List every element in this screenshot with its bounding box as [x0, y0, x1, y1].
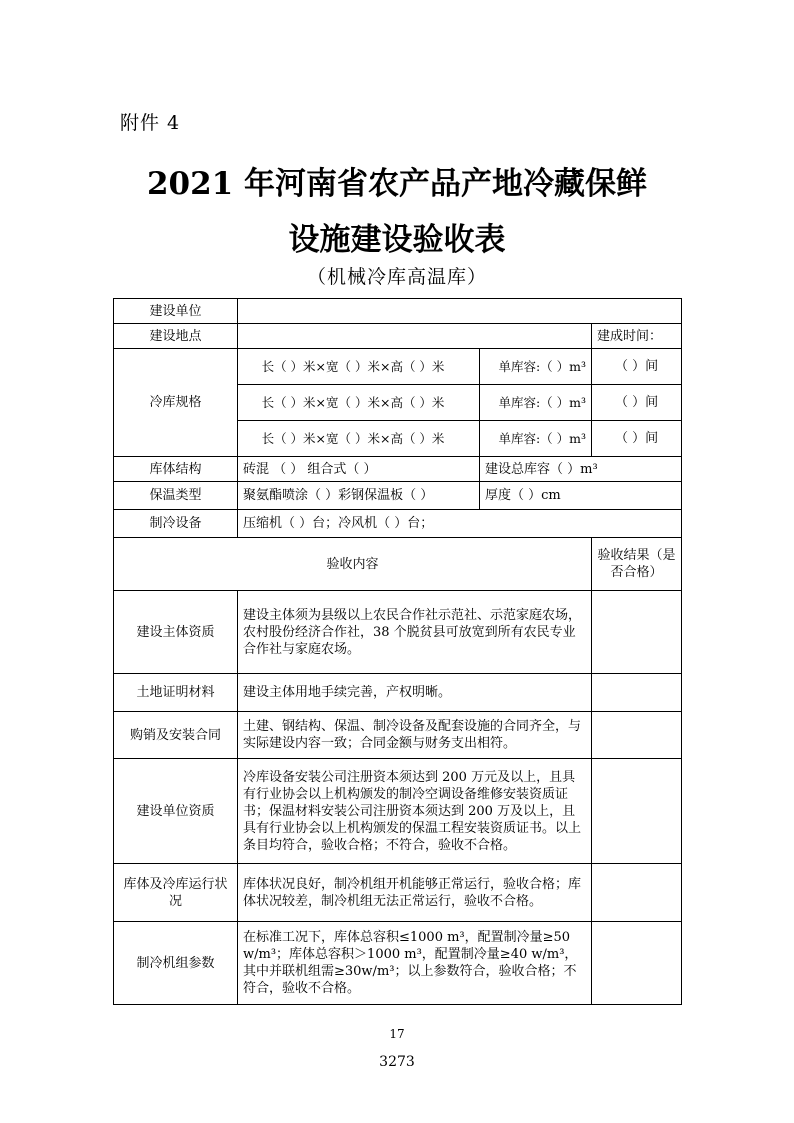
spec-dims-2[interactable]: 长（ ）米×宽（ ）米×高（ ）米: [238, 385, 480, 421]
criterion-text: 库体状况良好，制冷机组开机能够正常运行，验收合格；库体状况较差，制冷机组无法正常运行，验收不合格。: [238, 864, 592, 922]
row-spec-1: [114, 349, 682, 385]
spec-dims-3[interactable]: 长（ ）米×宽（ ）米×高（ ）米: [238, 421, 480, 457]
spec-capacity-2[interactable]: 单库容:（ ）m³: [480, 385, 592, 421]
criterion-text: 冷库设备安装公司注册资本须达到 200 万元及以上，且具有行业协会以上机构颁发的制冷空调设备维修安装资质证书；保温材料安装公司注册资本须达到 200 万及以上，且具有行业协会以上机构颁发的保温工程安装资质证书。以上条目均符合，验收合格；不符合，验收不合格。: [238, 759, 592, 864]
criterion-row: [114, 864, 682, 922]
label-refrigeration: 制冷设备: [114, 510, 238, 538]
criterion-row: [114, 591, 682, 674]
row-structure: [114, 457, 682, 482]
label-construction-unit: 建设单位: [114, 299, 238, 324]
spec-rooms-1[interactable]: （ ）间: [592, 349, 682, 385]
field-total-capacity[interactable]: 建设总库容（ ）m³: [480, 457, 682, 482]
criterion-result[interactable]: [592, 759, 682, 864]
header-acceptance-result: 验收结果（是否合格）: [592, 538, 682, 591]
label-cold-storage-spec: 冷库规格: [114, 349, 238, 457]
criterion-result[interactable]: [592, 712, 682, 759]
attachment-label: 附件 4: [120, 112, 181, 134]
criterion-text: 在标准工况下，库体总容积≤1000 m³，配置制冷量≥50 w/m³；库体总容积＞1000 m³，配置制冷量≥40 w/m³，其中并联机组需≥30w/m³；以上参数符合，验收合格；不符合，验收不合格。: [238, 922, 592, 1005]
label-structure: 库体结构: [114, 457, 238, 482]
page-number: 17: [389, 1027, 405, 1041]
page-title-line2: 设施建设验收表: [288, 222, 506, 258]
spec-rooms-2[interactable]: （ ）间: [592, 385, 682, 421]
criterion-result[interactable]: [592, 922, 682, 1005]
criterion-label: 库体及冷库运行状况: [114, 864, 238, 922]
page-title-line1: 2021 年河南省农产品产地冷藏保鲜: [146, 166, 648, 202]
field-structure[interactable]: 砖混 （ ） 组合式（ ）: [238, 457, 480, 482]
criterion-text: 土建、钢结构、保温、制冷设备及配套设施的合同齐全，与实际建设内容一致；合同金额与财务支出相符。: [238, 712, 592, 759]
field-thickness[interactable]: 厚度（ ）cm: [480, 482, 682, 510]
page-subtitle: （机械冷库高温库）: [306, 266, 487, 288]
criterion-result[interactable]: [592, 674, 682, 712]
criterion-label: 购销及安装合同: [114, 712, 238, 759]
label-construction-location: 建设地点: [114, 324, 238, 349]
header-acceptance-content: 验收内容: [114, 538, 592, 591]
criterion-text: 建设主体须为县级以上农民合作社示范社、示范家庭农场，农村股份经济合作社，38 个脱贫县可放宽到所有农民专业合作社与家庭农场。: [238, 591, 592, 674]
spec-rooms-3[interactable]: （ ）间: [592, 421, 682, 457]
criterion-result[interactable]: [592, 864, 682, 922]
label-insulation: 保温类型: [114, 482, 238, 510]
row-construction-unit: [114, 299, 682, 324]
criterion-result[interactable]: [592, 591, 682, 674]
criterion-label: 制冷机组参数: [114, 922, 238, 1005]
row-refrigeration: [114, 510, 682, 538]
spec-capacity-3[interactable]: 单库容:（ ）m³: [480, 421, 592, 457]
row-construction-location: [114, 324, 682, 349]
field-refrigeration[interactable]: 压缩机（ ）台；冷风机（ ）台；: [238, 510, 682, 538]
acceptance-table: [113, 298, 682, 1005]
criterion-label: 建设主体资质: [114, 591, 238, 674]
field-insulation[interactable]: 聚氨酯喷涂（ ）彩钢保温板（ ）: [238, 482, 480, 510]
criterion-row: [114, 712, 682, 759]
spec-capacity-1[interactable]: 单库容:（ ）m³: [480, 349, 592, 385]
criterion-row: [114, 922, 682, 1005]
criterion-label: 建设单位资质: [114, 759, 238, 864]
spec-dims-1[interactable]: 长（ ）米×宽（ ）米×高（ ）米: [238, 349, 480, 385]
criterion-label: 土地证明材料: [114, 674, 238, 712]
row-content-header: [114, 538, 682, 591]
criterion-row: [114, 674, 682, 712]
field-construction-unit[interactable]: [238, 299, 682, 324]
criterion-row: [114, 759, 682, 864]
label-build-time[interactable]: 建成时间：: [592, 324, 682, 349]
page-number-secondary: 3273: [379, 1054, 415, 1070]
field-construction-location[interactable]: [238, 324, 592, 349]
row-insulation: [114, 482, 682, 510]
criterion-text: 建设主体用地手续完善，产权明晰。: [238, 674, 592, 712]
